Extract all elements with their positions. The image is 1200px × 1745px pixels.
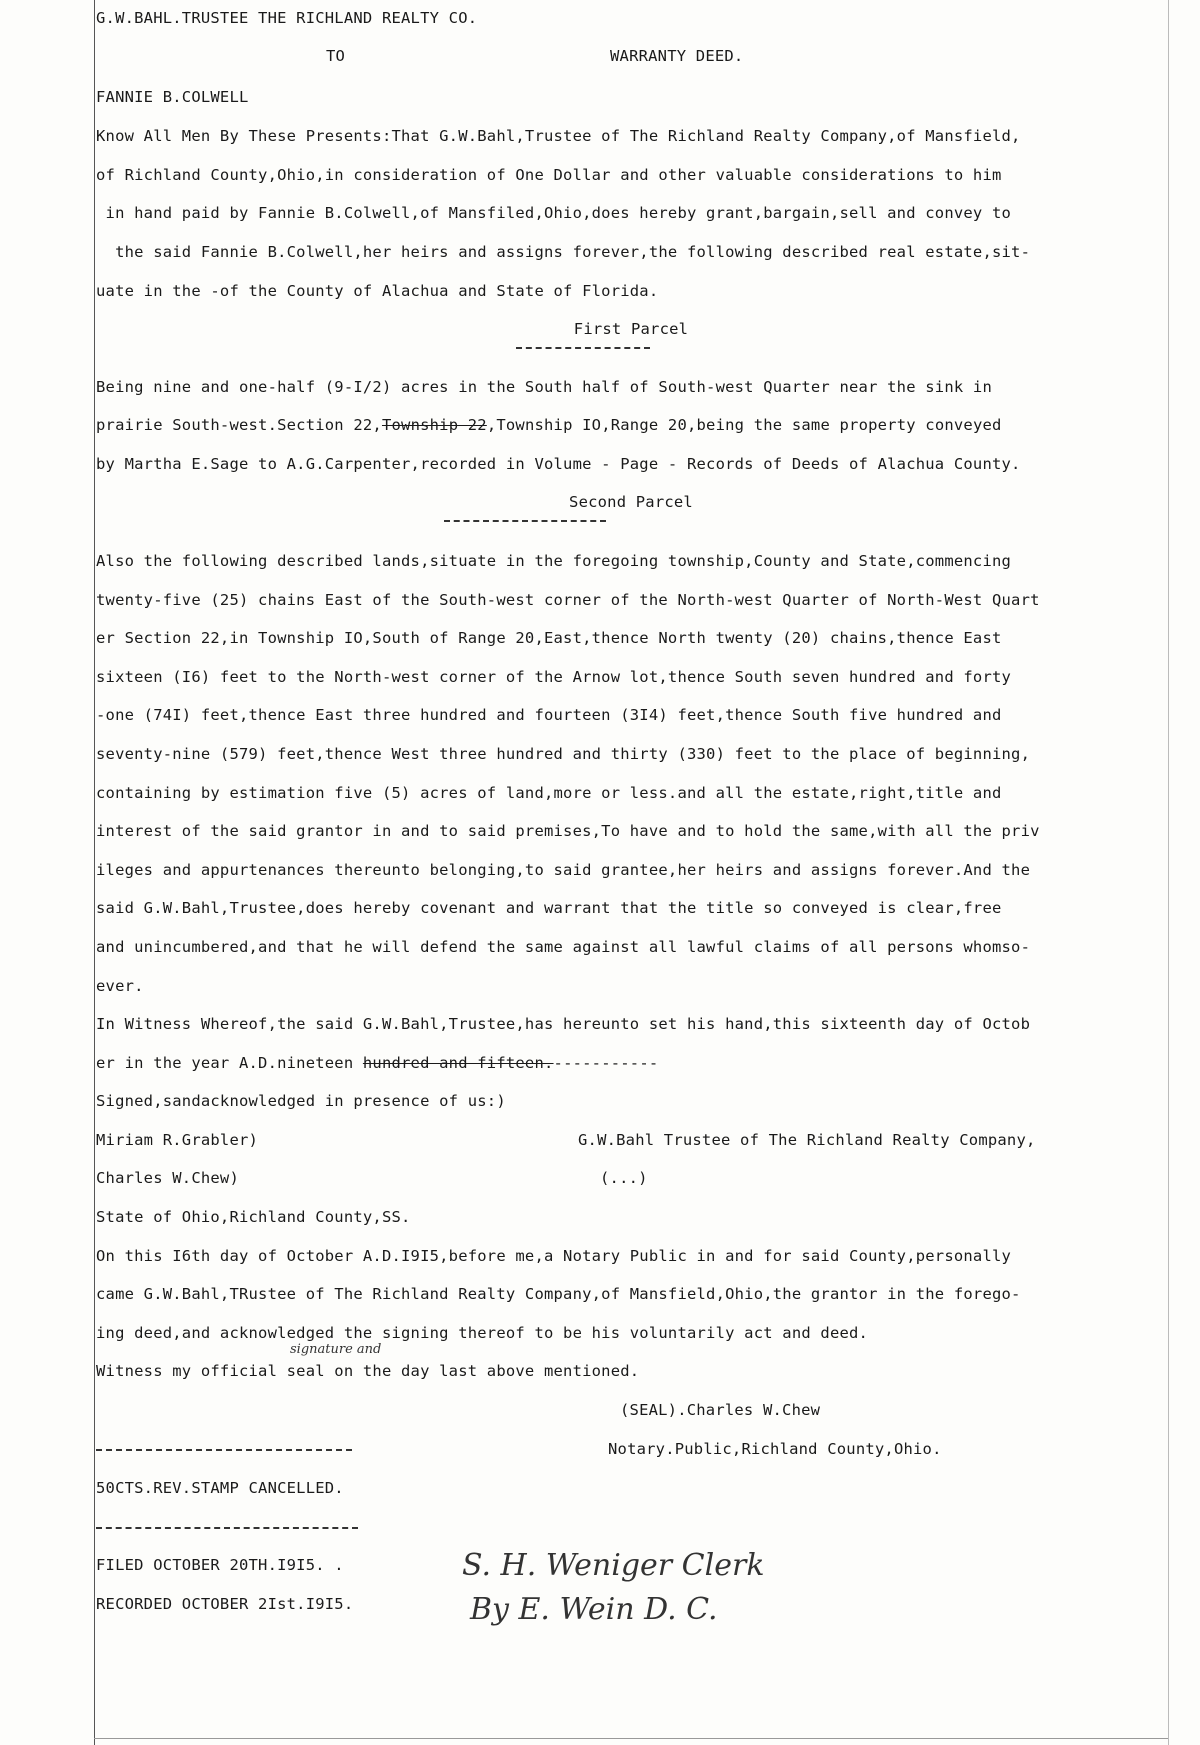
- parcel-line: [96, 415, 1166, 435]
- witness-name: Charles W.Chew): [96, 1169, 239, 1187]
- notary-seal: (SEAL).Charles W.Chew: [620, 1401, 821, 1419]
- stamp-note: 50CTS.REV.STAMP CANCELLED.: [96, 1479, 344, 1497]
- parcel-line: by Martha E.Sage to A.G.Carpenter,recorded in Volume - Page - Records of Deeds of Alachua County.: [96, 455, 1021, 473]
- deed-line: Know All Men By These Presents:That G.W.Bahl,Trustee of The Richland Realty Company,of Mansfield,: [96, 127, 1021, 145]
- witness-line: [96, 1053, 1166, 1073]
- venue-line: State of Ohio,Richland County,SS.: [96, 1208, 411, 1226]
- bottom-page-edge: [94, 1738, 1168, 1739]
- document-type: WARRANTY DEED.: [610, 47, 744, 65]
- witness-line: In Witness Whereof,the said G.W.Bahl,Trustee,has hereunto set his hand,this sixteenth day of Octob: [96, 1015, 1031, 1033]
- second-parcel-heading: Second Parcel: [569, 493, 693, 511]
- witness-name: Miriam R.Grabler): [96, 1131, 259, 1149]
- parcel-line: Being nine and one-half (9-I/2) acres in the South half of South-west Quarter near the sink in: [96, 378, 992, 396]
- signed-line: Signed,sandacknowledged in presence of us:): [96, 1092, 506, 1110]
- notary-line: ing deed,and acknowledged the signing thereof to be his voluntarily act and deed.: [96, 1324, 869, 1342]
- grantee-name: FANNIE B.COLWELL: [96, 88, 249, 106]
- right-page-edge: [1168, 0, 1169, 1745]
- handwritten-insert: signature and: [290, 1342, 382, 1357]
- parcel-line: said G.W.Bahl,Trustee,does hereby covenant and warrant that the title so conveyed is clear,free: [96, 899, 1002, 917]
- separator-rule: [96, 1527, 358, 1529]
- struck-text: Township 22: [381, 416, 487, 434]
- parcel-line: and unincumbered,and that he will defend the same against all lawful claims of all persons whomso-: [96, 938, 1031, 956]
- parcel-line: sixteen (I6) feet to the North-west corner of the Arnow lot,thence South seven hundred and forty: [96, 668, 1012, 686]
- parcel-line: seventy-nine (579) feet,thence West three hundred and thirty (330) feet to the place of beginning,: [96, 745, 1031, 763]
- deed-parties: G.W.BAHL.TRUSTEE THE RICHLAND REALTY CO.: [96, 9, 478, 27]
- parcel-line: interest of the said grantor in and to said premises,To have and to hold the same,with all the priv: [96, 822, 1040, 840]
- heading-underline: [444, 520, 606, 522]
- notary-line: came G.W.Bahl,TRustee of The Richland Realty Company,of Mansfield,Ohio,the grantor in the forego-: [96, 1285, 1021, 1303]
- deed-line: uate in the -of the County of Alachua and State of Florida.: [96, 282, 659, 300]
- deed-line: the said Fannie B.Colwell,her heirs and assigns forever,the following described real estate,sit-: [96, 243, 1031, 261]
- grantor-signature: G.W.Bahl Trustee of The Richland Realty Company,: [578, 1131, 1036, 1149]
- deputy-clerk-signature: By E. Wein D. C.: [470, 1592, 718, 1627]
- parcel-line: twenty-five (25) chains East of the South-west corner of the North-west Quarter of North-West Quart: [96, 591, 1040, 609]
- notary-line: Witness my official seal on the day last above mentioned.: [96, 1362, 640, 1380]
- parcel-line: -one (74I) feet,thence East three hundred and fourteen (3I4) feet,thence South five hundred and: [96, 706, 1002, 724]
- deed-line: in hand paid by Fannie B.Colwell,of Mansfiled,Ohio,does hereby grant,bargain,sell and convey to: [96, 204, 1012, 222]
- heading-underline: [516, 347, 650, 349]
- filed-date: FILED OCTOBER 20TH.I9I5. .: [96, 1556, 344, 1574]
- left-margin-rule: [94, 0, 95, 1745]
- notary-title: Notary.Public,Richland County,Ohio.: [608, 1440, 942, 1458]
- dash-fill: -----------: [553, 1054, 659, 1072]
- parcel-text: prairie South-west.Section 22,: [96, 416, 382, 434]
- first-parcel-heading: First Parcel: [573, 320, 689, 338]
- parcel-line: Also the following described lands,situate in the foregoing township,County and State,commencing: [96, 552, 1012, 570]
- recorded-date: RECORDED OCTOBER 2Ist.I9I5.: [96, 1595, 354, 1613]
- struck-text: hundred and fifteen.: [362, 1054, 554, 1072]
- notary-line: On this I6th day of October A.D.I9I5,before me,a Notary Public in and for said County,personally: [96, 1247, 1012, 1265]
- witness-text: er in the year A.D.nineteen: [96, 1054, 363, 1072]
- parcel-line: ever.: [96, 977, 144, 995]
- parcel-line: er Section 22,in Township IO,South of Range 20,East,thence North twenty (20) chains,thence East: [96, 629, 1002, 647]
- parcel-line: containing by estimation five (5) acres of land,more or less.and all the estate,right,title and: [96, 784, 1002, 802]
- parcel-text: ,Township IO,Range 20,being the same property conveyed: [486, 416, 1002, 434]
- clerk-signature: S. H. Weniger Clerk: [462, 1548, 765, 1583]
- parcel-line: ileges and appurtenances thereunto belonging,to said grantee,her heirs and assigns forever.And the: [96, 861, 1031, 879]
- deed-line: of Richland County,Ohio,in consideration of One Dollar and other valuable considerations to him: [96, 166, 1002, 184]
- separator-rule: [96, 1449, 352, 1451]
- illegible-mark: (...): [600, 1169, 648, 1187]
- to-label: TO: [326, 47, 346, 65]
